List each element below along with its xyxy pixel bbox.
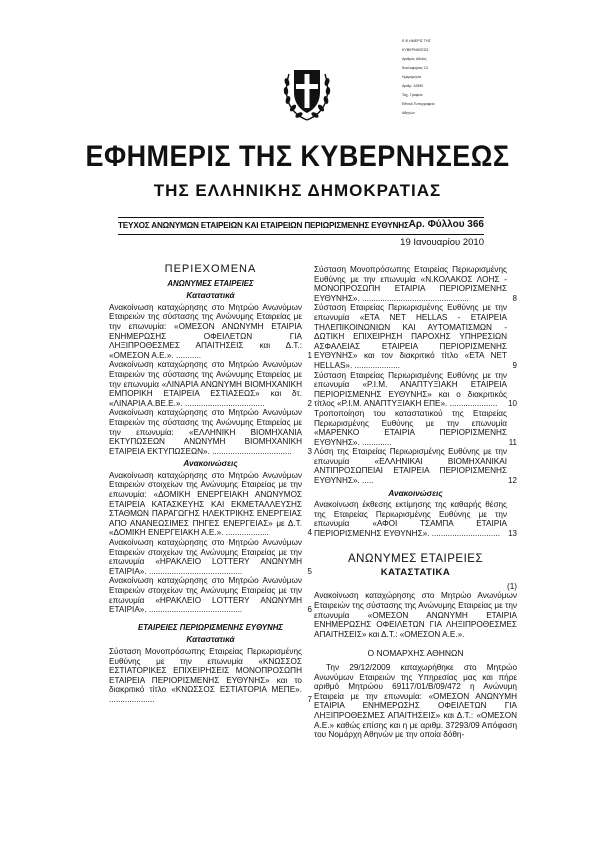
toc-entry[interactable] [109,576,312,614]
gazette-title: ΕΦΗΜΕΡΙΣ ΤΗΣ ΚΥΒΕΡΝΗΣΕΩΣ [85,140,510,173]
stamp-line: Ταχ. Γραφείο [402,92,423,97]
toc-page-number: 13 [508,529,517,539]
toc-entry-text: Σύσταση Μονοπρόσωπης Εταιρείας Περιωρισμένης Ευθύνης με την επωνυμία «ΚΝΩΣΣΟΣ ΕΣΤΙΑΤΟΡΙΚΕΣ ΕΠΙΧΕΙΡΗΣΕΙΣ ΜΟΝΟΠΡΟΣΩΠΗ ΕΤΑΙΡΕΙΑ ΠΕΡΙΟΡΙΣΜΕΝΗΣ ΕΥΘΥΝΗΣ» και το διακριτικό τίτλο «ΚΝΩΣΣΟΣ ΕΣΤΙΑΤΟΡΙΑ ΜΕΠΕ». .................... [109,646,302,704]
toc-entry[interactable] [109,408,312,456]
toc-title: ΠΕΡΙΕΧΟΜΕΝΑ [164,263,257,275]
postal-stamp [402,34,482,120]
toc-subheading: Καταστατικά [186,635,235,645]
toc-entry[interactable] [314,447,517,485]
toc-entry[interactable] [109,471,312,538]
toc-subheading: Καταστατικά [186,291,235,301]
toc-page-number: 11 [508,437,517,447]
toc-entry-text: Σύσταση Εταιρείας Περιωρισμένης Ευθύνης με την επωνυμία «Ρ.Ι.Μ. ΑΝΑΠΤΥΞΙΑΚΗ ΕΤΑΙΡΕΙΑ ΠΕΡΙΟΡΙΣΜΕΝΗΣ ΕΥΘΥΝΗΣ» και ο διακριτικός τίτλος «Ρ.Ι.Μ. ΑΝΑΠΤΥΞΙΑΚΗ ΕΠΕ». ..................... [314,370,507,409]
stamp-line: Αριθμ. 12890 [402,83,424,88]
toc-page-number: 12 [508,476,517,486]
issue-date: 19 Ιανουαρίου 2010 [400,237,484,248]
toc-section-heading: ΑΝΩΝΥΜΕΣ ΕΤΑΙΡΕΙΕΣ [167,278,254,288]
toc-entry-text: Ανακοίνωση καταχώρησης στο Μητρώο Ανωνύμων Εταιρειών της σύστασης της Ανώνυμης Εταιρείας με την επωνυμία «ΛΙΝΑΡΙΑ ΑΝΩΝΥΜΗ ΒΙΟΜΗΧΑΝΙΚΗ ΕΜΠΟΡΙΚΗ ΕΤΑΙΡΕΙΑ ΕΣΤΙΑΣΕΩΣ» και δτ. «ΛΙΝΑΡΙΑ Α.ΒΕ.Ε.». ................................... [109,360,302,408]
gazette-subtitle: ΤΗΣ ΕΛΛΗΝΙΚΗΣ ΔΗΜΟΚΡΑΤΙΑΣ [153,181,442,200]
toc-page-number: 5 [307,566,312,576]
item-number: (1) [506,581,517,591]
stamp-line: Αριθμός Αδείας [402,56,427,61]
top-rule [118,217,484,218]
toc-page-number: 8 [512,293,517,303]
toc-entry-text: Σύσταση Μονοπρόσωπης Εταιρείας Περιωρισμένης Ευθύνης με την επωνυμία «Ν.ΚΟΛΑΚΟΣ ΛΟΗΣ - ΜΟΝΟΠΡΟΣΩΠΗ ΕΤΑΙΡΙΑ ΠΕΡΙΟΡΙΣΜΕΝΗΣ ΕΥΘΥΝΗΣ». ............................................... [314,265,507,303]
toc-page-number: 7 [307,694,312,704]
toc-left-column [109,265,312,705]
toc-subheading: Ανακοινώσεις [388,488,443,498]
toc-page-number: 4 [307,528,312,538]
toc-entry[interactable] [109,538,312,576]
toc-entry[interactable] [314,303,517,370]
toc-entry-text: Σύσταση Εταιρείας Περιωρισμένης Ευθύνης με την επωνυμία «ΕΤΑ ΝΕΤ HELLAS - ΕΤΑΙΡΕΙΑ ΤΗΛΕΠΙΚΟΙΝΩΝΙΩΝ ΚΑΙ ΑΥΤΟΜΑΤΙΣΜΩΝ - ΔΩΤΙΚΗ ΕΠΙΧΕΙΡΗΣΗ ΠΑΡΟΧΗΣ ΥΠΗΡΕΣΙΩΝ ΑΣΦΑΛΕΙΑΣ ΕΤΑΙΡΕΙΑ ΠΕΡΙΟΡΙΣΜΕΝΗΣ ΕΥΘΥΝΗΣ» και τον διακριτικό τίτλο «ΕΤΑ ΝΕΤ HELLAS». .................... [314,303,507,370]
stamp-line: Ημερομηνία [402,74,422,79]
toc-section-heading: ΕΤΑΙΡΕΙΕΣ ΠΕΡΙΩΡΙΣΜΕΝΗΣ ΕΥΘΥΝΗΣ [138,622,283,632]
issue-number: Αρ. Φύλλου 366 [408,219,484,230]
stamp-line: Εθνικό Τυπογραφείο [402,101,435,106]
toc-page-number: 1 [307,350,312,360]
toc-entry[interactable] [314,500,517,538]
body-paragraph: Την 29/12/2009 καταχωρήθηκε στο Μητρώο Ανωνύμων Εταιρειών της Υπηρεσίας μας και πήρε αριθμό Μητρώου 69117/01/Β/09/472 η Ανώνυμη Εταιρεία με την επωνυμία: «ΟΜΕΣΟΝ ΑΝΩΝΥΜΗ ΕΤΑΙΡΙΑ ΕΝΗΜΕΡΩΣΗΣ ΟΦΕΙΛΕΤΩΝ ΓΙΑ ΛΗΞΙΠΡΟΘΕΣΜΕΣ ΑΠΑΙΤΗΣΕΙΣ» και Δ.Τ.: «ΟΜΕΣΟΝ Α.Ε.» καθώς επίσης και η με αριθμ. 37293/09 Απόφαση του Νομάρχη Αθηνών με την οποία δόθη- [314,662,517,740]
toc-entry-text: Τροποποίηση του καταστατικού της Εταιρείας Περιωρισμένης Ευθύνης με την επωνυμία «ΜΑΡΕΝΚΟ ΕΤΑΙΡΙΑ ΠΕΡΙΟΡΙΣΜΕΝΗΣ ΕΥΘΥΝΗΣ». ............. [314,408,507,447]
announcement-title: Ανακοίνωση καταχώρησης στο Μητρώο Ανωνύμων Εταιρειών της σύστασης της Ανώνυμης Εταιρείας με την επωνυμία «ΟΜΕΣΟΝ ΑΝΩΝΥΜΗ ΕΤΑΙΡΙΑ ΕΝΗΜΕΡΩΣΗΣ ΟΦΕΙΛΕΤΩΝ ΓΙΑ ΛΗΞΙΠΡΟΘΕΣΜΕΣ ΑΠΑΙΤΗΣΕΙΣ» και Δ.Τ.: «ΟΜΕΣΟΝ Α.Ε.». [314,591,517,639]
toc-page-number: 3 [307,446,312,456]
toc-entry-text: Ανακοίνωση καταχώρησης στο Μητρώο Ανωνύμων Εταιρειών στοιχείων της Ανώνυμης Εταιρείας με την επωνυμία: «ΔΟΜΙΚΗ ΕΝΕΡΓΕΙΑΚΗ ΑΝΩΝΥΜΟΣ ΕΤΑΙΡΕΙΑ ΚΑΤΑΣΚΕΥΗΣ ΚΑΙ ΕΚΜΕΤΑΛΛΕΥΣΗΣ ΣΤΑΘΜΩΝ ΠΑΡΑΓΩΓΗΣ ΗΛΕΚΤΡΙΚΗΣ ΕΝΕΡΓΕΙΑΣ ΑΠΟ ΑΝΑΝΕΩΣΙΜΕΣ ΠΗΓΕΣ ΕΝΕΡΓΕΙΑΣ» με Δ.Τ. «ΔΟΜΙΚΗ ΕΝΕΡΓΕΙΑΚΗ Α.Ε.». ................... [109,470,302,538]
toc-entry-text: Λύση της Εταιρείας Περιωρισμένης Ευθύνης με την επωνυμία «ΕΛΛΗΝΙΚΑΙ ΒΙΟΜΗΧΑΝΙΚΑΙ ΑΝΤΙΠΡΟΣΩΠΕΙΑΙ ΕΤΑΙΡΕΙΑ ΠΕΡΙΟΡΙΣΜΕΝΗΣ ΕΥΘΥΝΗΣ». ..... [314,447,507,486]
toc-right-column [314,265,517,740]
bottom-rule [118,234,484,235]
toc-page-number: 9 [512,360,517,370]
body-section-heading: ΑΝΩΝΥΜΕΣ ΕΤΑΙΡΕΙΕΣ [347,552,484,565]
prefecture-heading: Ο ΝΟΜΑΡΧΗΣ ΑΘΗΝΩΝ [367,648,464,659]
toc-subheading: Ανακοινώσεις [183,459,238,469]
toc-page-number: 6 [307,605,312,615]
stamp-line: ΚΥΒΕΡΝΗΣΕΩΣ [402,47,429,52]
toc-entry-text: Ανακοίνωση καταχώρησης στο Μητρώο Ανωνύμων Εταιρειών της σύστασης της Ανώνυμης Εταιρείας με την επωνυμία: «ΟΜΕΣΟΝ ΑΝΩΝΥΜΗ ΕΤΑΙΡΙΑ ΕΝΗΜΕΡΩΣΗΣ ΟΦΕΙΛΕΤΩΝ ΓΙΑ ΛΗΞΙΠΡΟΘΕΣΜΕΣ ΑΠΑΙΤΗΣΕΙΣ και Δ.Τ.: «ΟΜΕΣΟΝ Α.Ε.». ........... [109,302,302,360]
toc-entry-text: Ανακοίνωση καταχώρησης στο Μητρώο Ανωνύμων Εταιρειών στοιχείων της Ανώνυμης Εταιρείας με την επωνυμία «ΗΡΑΚΛΕΙΟ LOTTERY ΑΝΩΝΥΜΗ ΕΤΑΙΡΙΑ». ......................................... [109,538,302,576]
toc-entry[interactable] [314,371,517,409]
toc-page-number: 10 [508,399,517,409]
toc-entry[interactable] [109,360,312,408]
toc-entry[interactable] [314,265,517,303]
toc-entry-text: Ανακοίνωση καταχώρησης στο Μητρώο Ανωνύμων Εταιρειών στοιχείων της Ανώνυμης Εταιρείας με την επωνυμία «ΗΡΑΚΛΕΙΟ LOTTERY ΑΝΩΝΥΜΗ ΕΤΑΙΡΙΑ». ......................................... [109,576,302,615]
stamp-line: Αθηνών [402,110,415,115]
toc-entry[interactable] [314,409,517,447]
stamp-line: Ε.Φ.ΗΜΕΡΙΣ ΤΗΣ [402,38,431,43]
toc-entry-text: Ανακοίνωση καταχώρησης στο Μητρώο Ανωνύμων Εταιρειών της σύστασης της Ανώνυμης Εταιρείας με την επωνυμία: «ΕΛΛΗΝΙΚΗ ΒΙΟΜΗΧΑΝΙΑ ΕΚΤΥΠΩΣΕΩΝ ΑΝΩΝΥΜΗ ΒΙΟΜΗΧΑΝΙΚΗ ΕΤΑΙΡΕΙΑ ΕΚΤΥΠΩΣΕΩΝ». ................................... [109,408,302,456]
issue-type: ΤΕΥΧΟΣ ΑΝΩΝΥΜΩΝ ΕΤΑΙΡΕΙΩΝ ΚΑΙ ΕΤΑΙΡΕΙΩΝ ΠΕΡΙΩΡΙΣΜΕΝΗΣ ΕΥΘΥΝΗΣ [118,221,409,230]
toc-entry[interactable] [109,647,312,705]
toc-entry-text: Ανακοίνωση έκθεσης εκτίμησης της καθαρής θέσης της Εταιρείας Περιωρισμένης Ευθύνης με την επωνυμία «ΑΦΟΙ ΤΣΑΜΠΑ ΕΤΑΙΡΙΑ ΠΕΡΙΟΡΙΣΜΕΝΗΣ ΕΥΘΥΝΗΣ». .............................. [314,500,507,539]
toc-page-number: 2 [307,398,312,408]
toc-entry[interactable] [109,303,312,361]
hellenic-republic-emblem-icon [281,60,333,122]
body-subheading: ΚΑΤΑΣΤΑΤΙΚΑ [380,567,451,579]
stamp-line: Κυκλοφορίας 13 [402,65,428,70]
